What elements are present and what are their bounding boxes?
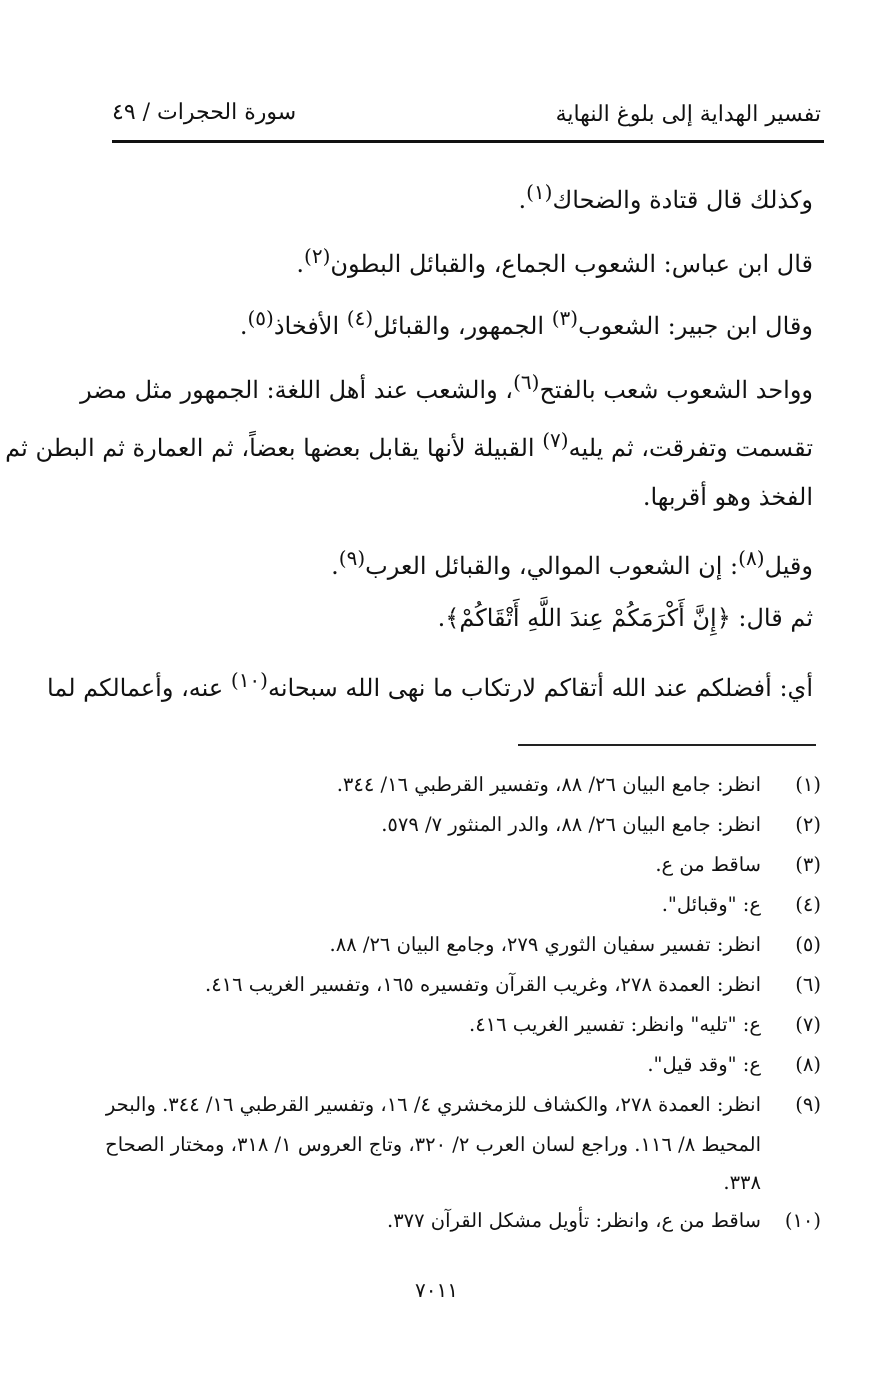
- footnote-number: (٧): [795, 1013, 821, 1036]
- footnote-number: (٤): [795, 893, 821, 916]
- footnote-number: (٩): [795, 1093, 821, 1116]
- body-line: وقيل$^{(٨)}$: إن الشعوب الموالي، والقبائل العرب$^{(٩)}$.: [331, 546, 813, 580]
- body-line: وواحد الشعوب شعب بالفتح$^{(٦)}$، والشعب عند أهل اللغة: الجمهور مثل مضر: [80, 370, 813, 404]
- body-line: وكذلك قال قتادة والضحاك$^{(١)}$.: [518, 180, 813, 214]
- footnote-number: (٣): [795, 853, 821, 876]
- page-number: ٧٠١١: [415, 1278, 458, 1302]
- footnote-text: ع: "وقد قيل".: [647, 1053, 761, 1076]
- footnote-text: انظر: جامع البيان ٢٦/ ٨٨، والدر المنثور ٧/ ٥٧٩.: [381, 813, 761, 836]
- footnote-text-continued: ٣٣٨.: [723, 1171, 761, 1194]
- footnote-number: (١٠): [784, 1209, 821, 1232]
- footnote-text-continued: المحيط ٨/ ١١٦. وراجع لسان العرب ٢/ ٣٢٠، وتاج العروس ١/ ٣١٨، ومختار الصحاح: [105, 1133, 761, 1156]
- surah-label: سورة الحجرات / ٤٩: [112, 100, 297, 125]
- body-line: الفخذ وهو أقربها.: [642, 483, 813, 511]
- body-line: أي: أفضلكم عند الله أتقاكم لارتكاب ما نهى الله سبحانه$^{(١٠)}$ عنه، وأعمالكم لما: [47, 668, 813, 702]
- footnote-text: انظر: جامع البيان ٢٦/ ٨٨، وتفسير القرطبي ١٦/ ٣٤٤.: [336, 773, 761, 796]
- body-line: تقسمت وتفرقت، ثم يليه$^{(٧)}$ القبيلة لأنها يقابل بعضها بعضاً، ثم العمارة ثم البطن ثم: [5, 428, 813, 462]
- footnote-text: انظر: العمدة ٢٧٨، والكشاف للزمخشري ٤/ ١٦، وتفسير القرطبي ١٦/ ٣٤٤. والبحر: [105, 1093, 761, 1116]
- footnote-number: (٢): [795, 813, 821, 836]
- quran-verse-line: ثم قال: ﴿إِنَّ أَكْرَمَكُمْ عِندَ اللَّهِ أَتْقَاكُمْ﴾.: [437, 604, 813, 632]
- footnote-text: ساقط من ع.: [655, 853, 761, 876]
- header-divider: [112, 140, 824, 143]
- footnote-number: (٦): [795, 973, 821, 996]
- footnote-text: ساقط من ع، وانظر: تأويل مشكل القرآن ٣٧٧.: [386, 1209, 761, 1232]
- footnote-text: ع: "وقبائل".: [661, 893, 761, 916]
- footnote-text: انظر: تفسير سفيان الثوري ٢٧٩، وجامع البيان ٢٦/ ٨٨.: [329, 933, 761, 956]
- footnote-text: انظر: العمدة ٢٧٨، وغريب القرآن وتفسيره ١٦٥، وتفسير الغريب ٤١٦.: [204, 973, 761, 996]
- body-line: قال ابن عباس: الشعوب الجماع، والقبائل البطون$^{(٢)}$.: [296, 244, 813, 278]
- body-line: وقال ابن جبير: الشعوب$^{(٣)}$ الجمهور، والقبائل$^{(٤)}$ الأفخاذ$^{(٥)}$.: [239, 306, 813, 340]
- footnote-number: (١): [795, 773, 821, 796]
- book-title: تفسير الهداية إلى بلوغ النهاية: [555, 102, 821, 127]
- footnote-number: (٨): [795, 1053, 821, 1076]
- footnote-text: ع: "تليه" وانظر: تفسير الغريب ٤١٦.: [468, 1013, 761, 1036]
- footnote-number: (٥): [795, 933, 821, 956]
- footnote-divider: [518, 744, 816, 746]
